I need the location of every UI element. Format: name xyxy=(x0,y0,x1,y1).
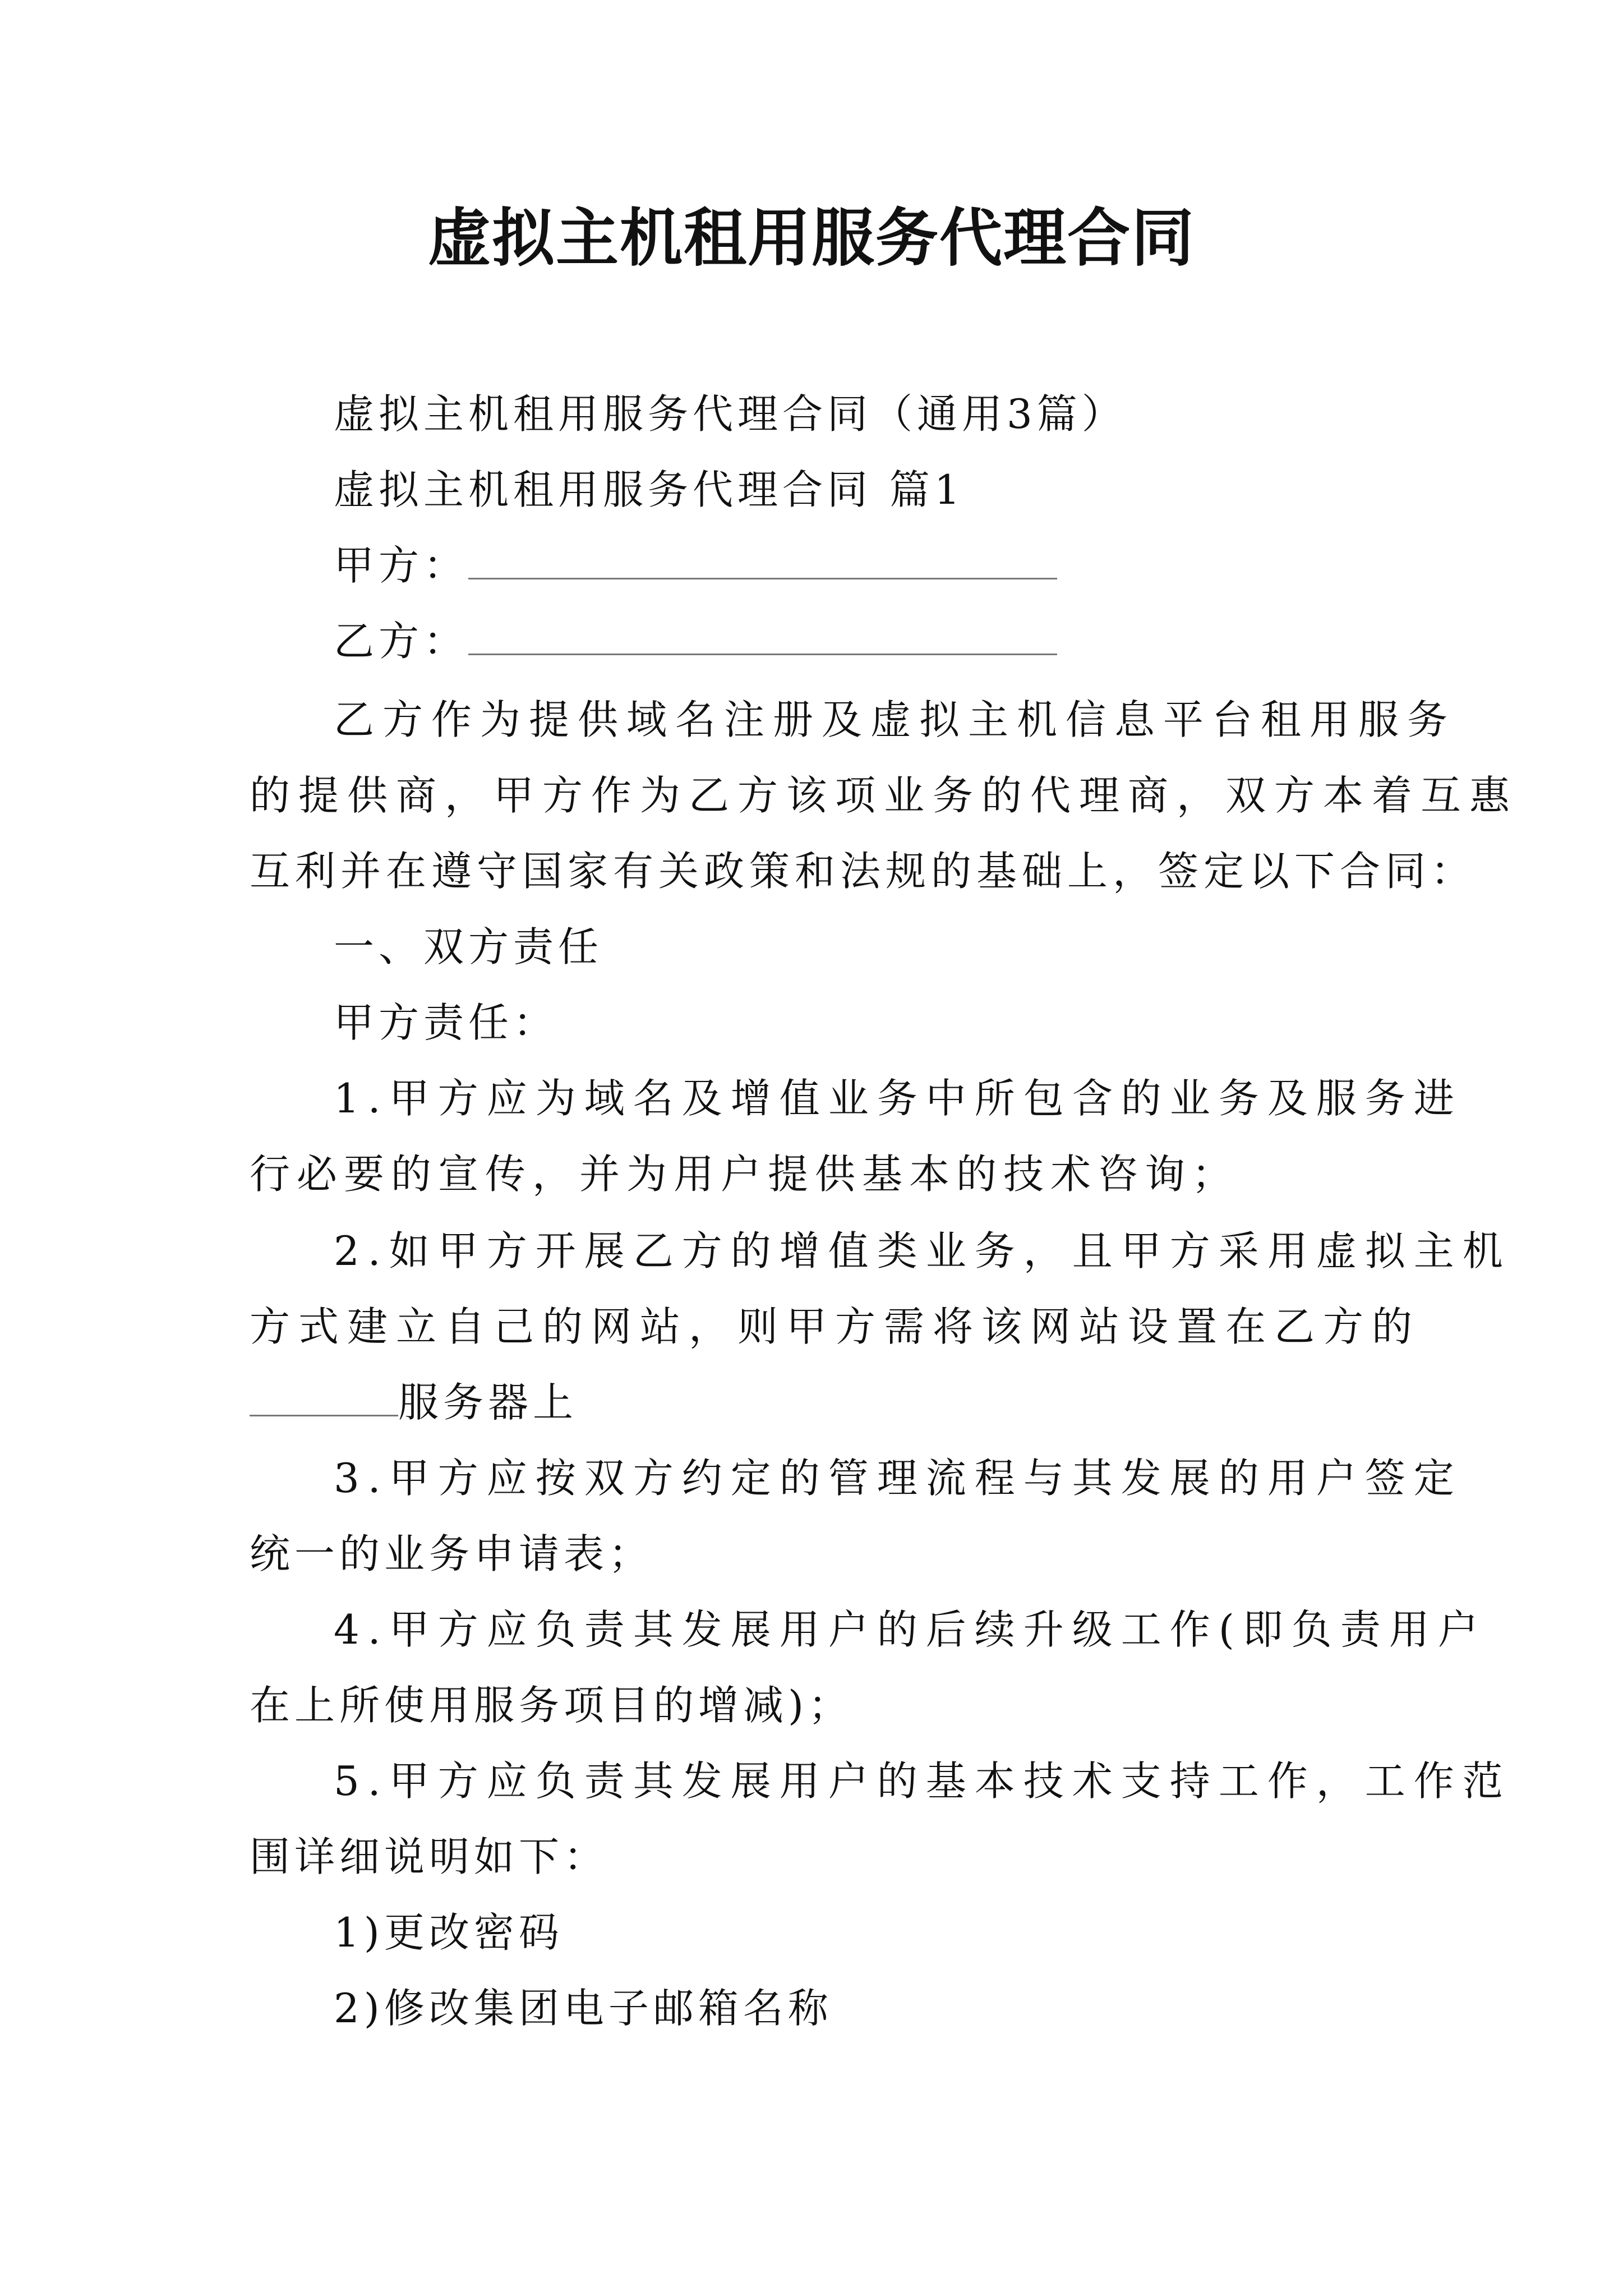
sub-item: 2)修改集团电子邮箱名称 xyxy=(334,1985,833,2032)
heading-party-a-duties: 甲方责任： xyxy=(334,999,559,1046)
list-item-line xyxy=(250,1374,578,1430)
party-b-blank xyxy=(468,650,1057,655)
list-item-tail: 服务器上 xyxy=(398,1379,578,1426)
list-item-line: 行必要的宣传，并为用户提供基本的技术咨询； xyxy=(250,1151,1239,1198)
list-item-line: 4.甲方应负责其发展用户的后续升级工作(即负责用户 xyxy=(334,1606,1487,1653)
list-item-line: 3.甲方应按双方约定的管理流程与其发展的用户签定 xyxy=(334,1455,1463,1502)
party-b-label: 乙方： xyxy=(334,618,469,665)
document-subtitle: 虚拟主机租用服务代理合同（通用3篇） xyxy=(334,390,1127,438)
paragraph-line: 的提供商，甲方作为乙方该项业务的代理商，双方本着互惠 xyxy=(250,772,1519,819)
paragraph-line: 乙方作为提供域名注册及虚拟主机信息平台租用服务 xyxy=(334,696,1456,743)
sub-item: 1)更改密码 xyxy=(334,1909,564,1956)
list-item-line: 方式建立自己的网站，则甲方需将该网站设置在乙方的 xyxy=(250,1303,1421,1350)
list-item-line: 1.甲方应为域名及增值业务中所包含的业务及服务进 xyxy=(334,1075,1463,1122)
document-title: 虚拟主机租用服务代理合同 xyxy=(428,202,1195,275)
server-blank xyxy=(250,1411,398,1416)
paragraph-line: 互利并在遵守国家有关政策和法规的基础上，签定以下合同： xyxy=(250,848,1477,895)
party-a-label: 甲方： xyxy=(334,542,469,589)
heading-duties: 一、双方责任 xyxy=(334,923,603,970)
list-item-line: 统一的业务申请表； xyxy=(250,1530,654,1577)
party-b-line xyxy=(334,613,1057,669)
party-a-blank xyxy=(468,574,1057,579)
list-item-line: 5.甲方应负责其发展用户的基本技术支持工作，工作范 xyxy=(334,1757,1511,1805)
party-a-line xyxy=(334,537,1057,593)
list-item-line: 2.如甲方开展乙方的增值类业务，且甲方采用虚拟主机 xyxy=(334,1227,1511,1274)
section-heading: 虚拟主机租用服务代理合同 篇1 xyxy=(334,466,965,513)
list-item-line: 围详细说明如下： xyxy=(250,1833,609,1880)
list-item-line: 在上所使用服务项目的增减)； xyxy=(250,1682,854,1729)
